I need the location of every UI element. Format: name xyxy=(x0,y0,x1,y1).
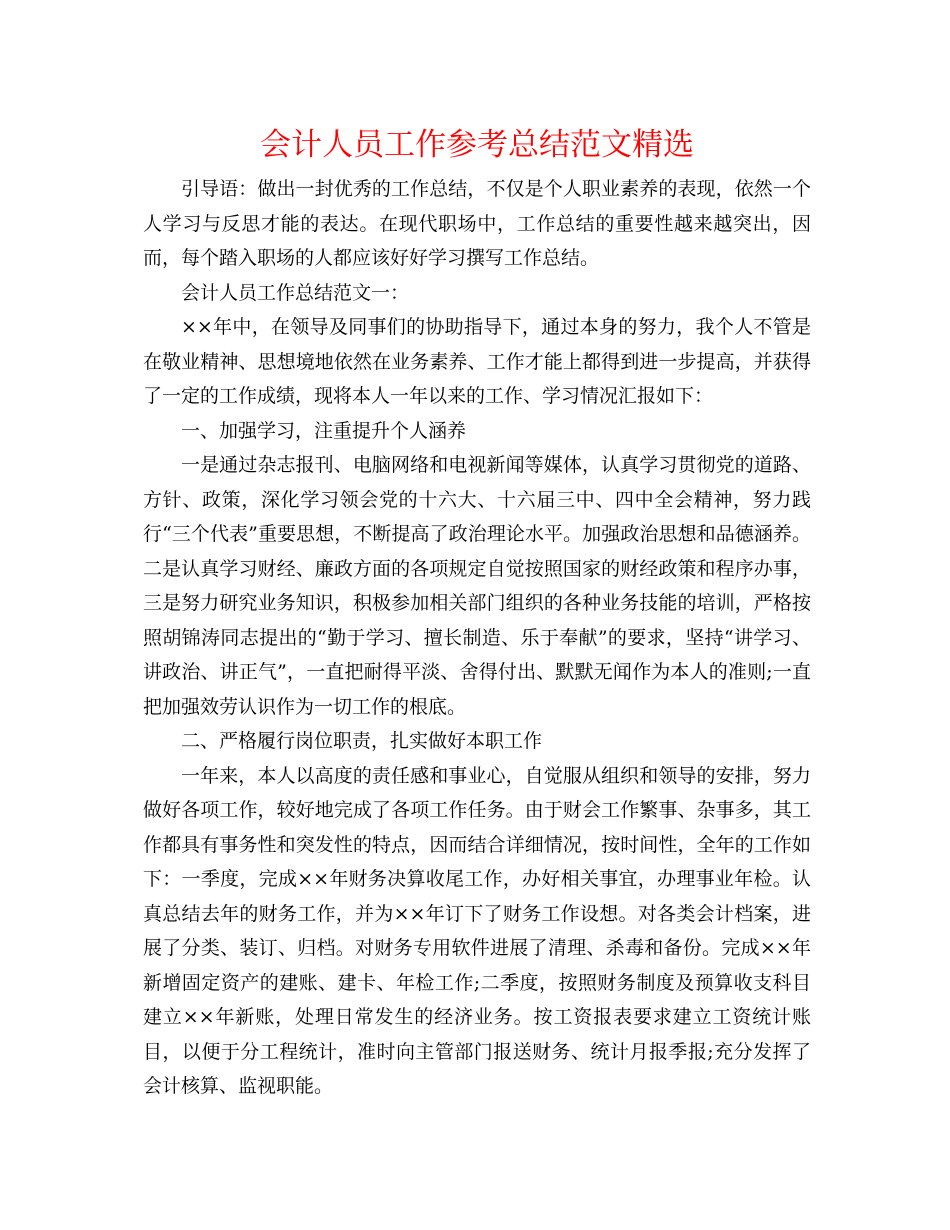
section-heading-2: 二、严格履行岗位职责，扎实做好本职工作 xyxy=(181,730,543,752)
intro-paragraph: 引导语：做出一封优秀的工作总结，不仅是个人职业素养的表现，依然一个人学习与反思才能的表达。在现代职场中，工作总结的重要性越来越突出，因而，每个踏入职场的人都应该好好学习撰写工作总结。 xyxy=(143,178,811,269)
page-title: 会计人员工作参考总结范文精选 xyxy=(260,127,694,163)
document-body xyxy=(143,118,811,1104)
section-heading-1: 一、加强学习，注重提升个人涵养 xyxy=(181,419,467,442)
section-1-paragraph: 一是通过杂志报刊、电脑网络和电视新闻等媒体，认真学习贯彻党的道路、方针、政策，深化学习领会党的十六大、十六届三中、四中全会精神，努力践行“三个代表”重要思想，不断提高了政治理论水平。加强政治思想和品德涵养。二是认真学习财经、廉政方面的各项规定自觉按照国家的财经政策和程序办事，三是努力研究业务知识，积极参加相关部门组织的各种业务技能的培训，严格按照胡锦涛同志提出的“勤于学习、擅长制造、乐于奉献”的要求，坚持“讲学习、讲政治、讲正气”，一直把耐得平淡、舍得付出、默默无闻作为本人的准则;一直把加强效劳认识作为一切工作的根底。 xyxy=(143,454,811,718)
sample-one-heading: 会计人员工作总结范文一： xyxy=(181,281,410,304)
section-2-paragraph: 一年来，本人以高度的责任感和事业心，自觉服从组织和领导的安排，努力做好各项工作，较好地完成了各项工作任务。由于财会工作繁事、杂事多，其工作都具有事务性和突发性的特点，因而结合详细情况，按时间性，全年的工作如下：一季度，完成××年财务决算收尾工作，办好相关事宜，办理事业年检。认真总结去年的财务工作，并为××年订下了财务工作设想。对各类会计档案，进展了分类、装订、归档。对财务专用软件进展了清理、杀毒和备份。完成××年新增固定资产的建账、建卡、年检工作;二季度，按照财务制度及预算收支科目建立××年新账，处理日常发生的经济业务。按工资报表要求建立工资统计账目，以便于分工程统计，准时向主管部门报送财务、统计月报季报;充分发挥了会计核算、监视职能。 xyxy=(143,764,811,1097)
opening-paragraph: ××年中，在领导及同事们的协助指导下，通过本身的努力，我个人不管是在敬业精神、思想境地依然在业务素养、工作才能上都得到进一步提高，并获得了一定的工作成绩，现将本人一年以来的工作、学习情况汇报如下： xyxy=(143,316,811,407)
